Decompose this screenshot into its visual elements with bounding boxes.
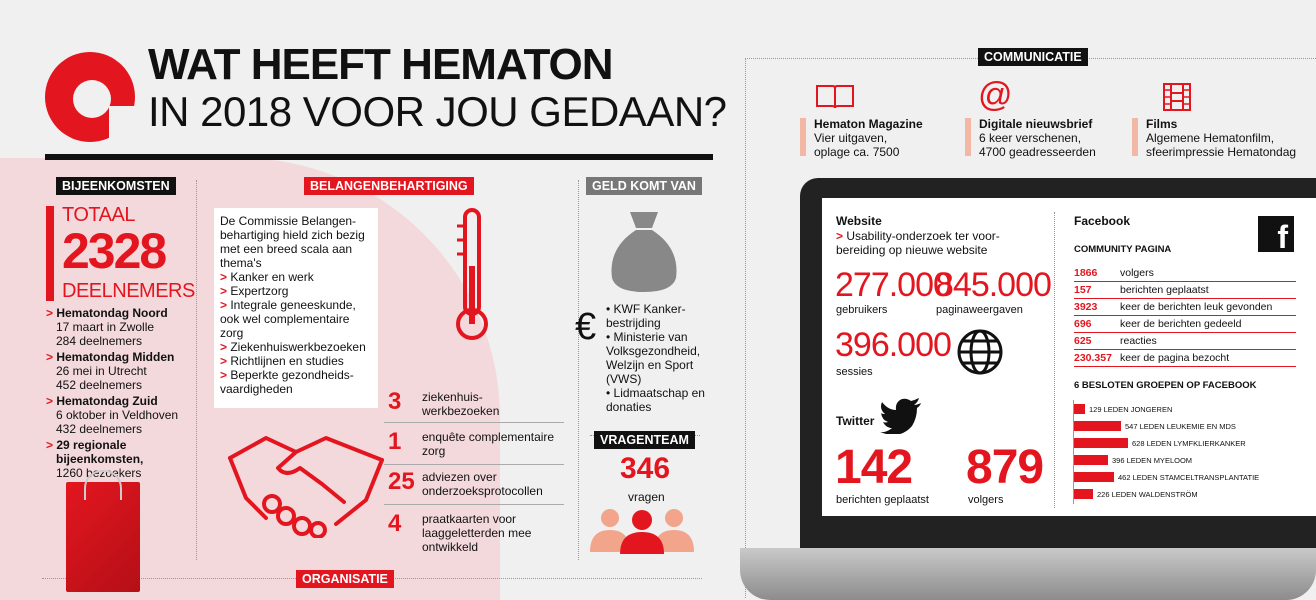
facebook-stat-value: 157	[1074, 284, 1092, 296]
facebook-group-bar	[1074, 404, 1085, 414]
stat-label: praatkaarten voor laaggeletterden mee ontwikkeld	[422, 512, 532, 554]
hematon-logo	[45, 52, 135, 142]
section-vragenteam: VRAGENTEAM	[594, 431, 695, 449]
page-title-line1: WAT HEEFT HEMATON	[148, 40, 613, 89]
magazine-icon	[815, 84, 855, 110]
belangen-item: > Integrale geneeskunde, ook wel complementaire zorg	[220, 298, 375, 340]
event-detail: bijeenkomsten,	[56, 452, 144, 466]
facebook-group-bar	[1074, 489, 1093, 499]
vragen-label: vragen	[628, 490, 665, 504]
stat-label: adviezen over onderzoeksprotocollen	[422, 470, 543, 498]
event-name: > 29 regionale	[46, 438, 196, 452]
section-organisatie: ORGANISATIE	[296, 570, 394, 588]
comm-detail: 4700 geadresseerden	[979, 145, 1096, 159]
funding-item	[606, 302, 726, 330]
twitter-berichten: 142	[835, 441, 913, 494]
funding-item	[606, 386, 726, 414]
total-accent-bar	[46, 206, 54, 301]
divider	[578, 180, 579, 560]
event-detail: 17 maart in Zwolle	[56, 320, 155, 334]
team-icon	[586, 506, 698, 556]
facebook-stat-row	[1074, 282, 1296, 299]
comm-detail: Algemene Hematonfilm,	[1146, 131, 1275, 145]
page-title-line2: IN 2018 VOOR JOU GEDAAN?	[148, 88, 727, 135]
comm-title: Hematon Magazine	[814, 117, 923, 131]
website-sessies-label: sessies	[836, 366, 873, 378]
facebook-stat-row	[1074, 316, 1296, 333]
money-bag-icon	[608, 208, 680, 294]
comm-detail: oplage ca. 7500	[814, 145, 900, 159]
twitter-volgers-label: volgers	[968, 494, 1004, 506]
event-detail: 432 deelnemers	[56, 422, 143, 436]
facebook-stat-value: 1866	[1074, 267, 1098, 279]
facebook-stat-value: 230.357	[1074, 352, 1112, 364]
facebook-stat-label: reacties	[1120, 335, 1157, 347]
bullet-dot: •	[606, 386, 614, 400]
facebook-groups-title: 6 BESLOTEN GROEPEN OP FACEBOOK	[1074, 380, 1257, 391]
facebook-stat-row	[1074, 350, 1296, 367]
film-icon	[1162, 82, 1192, 112]
website-sessies: 396.000	[835, 326, 951, 364]
belangen-item: > Richtlijnen en studies	[220, 354, 375, 368]
facebook-stat-label: volgers	[1120, 267, 1154, 279]
website-gebruikers: 277.000	[835, 266, 951, 304]
total-value: 2328	[62, 223, 166, 279]
stat-number: 1	[388, 428, 402, 455]
vragen-number: 346	[620, 452, 671, 485]
bullet-dot: •	[606, 302, 614, 316]
divider	[745, 58, 746, 598]
euro-icon: €	[575, 306, 597, 348]
comm-title: Digitale nieuwsbrief	[979, 117, 1093, 131]
section-communicatie: COMMUNICATIE	[978, 48, 1088, 66]
comm-accent-bar	[1132, 118, 1138, 156]
event-list	[46, 306, 196, 480]
event-detail: 452 deelnemers	[56, 378, 143, 392]
website-pagina: 845.000	[935, 266, 1051, 304]
facebook-group-label: 226 LEDEN WALDENSTRÖM	[1097, 490, 1198, 499]
event-name: > Hematondag Noord	[46, 306, 196, 320]
belangen-item: > Beperkte gezondheids-vaardigheden	[220, 368, 375, 396]
stat-number: 3	[388, 388, 402, 415]
website-pagina-label: paginaweergaven	[936, 304, 1023, 316]
comm-detail: sfeerimpressie Hematondag	[1146, 145, 1297, 159]
handshake-icon	[226, 428, 386, 538]
facebook-group-label: 462 LEDEN STAMCELTRANSPLANTATIE	[1118, 473, 1260, 482]
comm-accent-bar	[800, 118, 806, 156]
facebook-stat-row	[1074, 299, 1296, 316]
funding-item-label: Ministerie van Volksgezondheid, Welzijn en Sport (VWS)	[606, 330, 701, 386]
facebook-group-label: 628 LEDEN LYMFKLIERKANKER	[1132, 439, 1246, 448]
facebook-community-title: COMMUNITY PAGINA	[1074, 244, 1172, 255]
facebook-stat-row	[1074, 333, 1296, 350]
stat-number: 4	[388, 510, 402, 537]
row-divider	[384, 464, 564, 465]
row-divider	[384, 422, 564, 423]
facebook-title: Facebook	[1074, 214, 1131, 228]
total-label: TOTAAL	[62, 204, 135, 226]
website-note: > Usability-onderzoek ter voor-bereiding op nieuwe website	[836, 229, 1026, 257]
facebook-group-bar	[1074, 472, 1114, 482]
funding-item	[606, 330, 726, 386]
belangen-item: > Kanker en werk	[220, 270, 375, 284]
globe-icon	[956, 328, 1004, 376]
belangen-item: > Expertzorg	[220, 284, 375, 298]
funding-item-label: Lidmaatschap en donaties	[606, 386, 705, 414]
event-detail: 26 mei in Utrecht	[56, 364, 147, 378]
facebook-stat-value: 625	[1074, 335, 1092, 347]
facebook-group-bar	[1074, 438, 1128, 448]
stat-number: 25	[388, 468, 415, 495]
comm-item	[1146, 117, 1296, 159]
facebook-group-bar	[1074, 455, 1108, 465]
section-belangenbehartiging: BELANGENBEHARTIGING	[304, 177, 474, 195]
row-divider	[384, 504, 564, 505]
belangen-intro: De Commissie Belangen-behartiging hield zich bezig met een breed scala aan thema's	[220, 214, 365, 270]
facebook-group-label: 129 LEDEN JONGEREN	[1089, 405, 1173, 414]
facebook-group-label: 396 LEDEN MYELOOM	[1112, 456, 1193, 465]
tote-bag-handle	[84, 470, 122, 500]
event-name: > Hematondag Zuid	[46, 394, 196, 408]
event-detail: 6 oktober in Veldhoven	[56, 408, 179, 422]
facebook-stat-label: berichten geplaatst	[1120, 284, 1209, 296]
comm-title: Films	[1146, 117, 1178, 131]
website-title: Website	[836, 214, 882, 228]
twitter-title: Twitter	[836, 414, 875, 428]
comm-item	[814, 117, 923, 159]
comm-detail: Vier uitgaven,	[814, 131, 888, 145]
belangen-item: > Ziekenhuiswerkbezoeken	[220, 340, 375, 354]
twitter-bird-icon	[880, 398, 922, 434]
at-icon: @	[978, 76, 1013, 114]
twitter-volgers: 879	[966, 441, 1044, 494]
laptop-base	[740, 548, 1316, 600]
stat-label: enquête complementaire zorg	[422, 430, 555, 458]
section-bijeenkomsten: BIJEENKOMSTEN	[56, 177, 176, 195]
facebook-stat-label: keer de berichten leuk gevonden	[1120, 301, 1273, 313]
facebook-stat-label: keer de pagina bezocht	[1120, 352, 1230, 364]
website-gebruikers-label: gebruikers	[836, 304, 888, 316]
funding-item-label: KWF Kanker-bestrijding	[606, 302, 686, 330]
comm-detail: 6 keer verschenen,	[979, 131, 1082, 145]
comm-item	[979, 117, 1096, 159]
section-geld: GELD KOMT VAN	[586, 177, 702, 195]
facebook-stat-label: keer de berichten gedeeld	[1120, 318, 1242, 330]
stat-label: ziekenhuis-werkbezoeken	[422, 390, 500, 418]
facebook-logo-icon: f	[1258, 216, 1294, 252]
facebook-group-bar	[1074, 421, 1121, 431]
facebook-stat-row	[1074, 265, 1296, 282]
twitter-berichten-label: berichten geplaatst	[836, 494, 929, 506]
event-detail: 1260 bezoekers	[56, 466, 142, 480]
thermometer-icon	[452, 206, 492, 346]
facebook-stat-value: 696	[1074, 318, 1092, 330]
event-name: > Hematondag Midden	[46, 350, 196, 364]
funding-list	[606, 302, 726, 414]
comm-accent-bar	[965, 118, 971, 156]
belangen-text	[220, 214, 375, 396]
event-detail: 284 deelnemers	[56, 334, 143, 348]
facebook-group-label: 547 LEDEN LEUKEMIE EN MDS	[1125, 422, 1236, 431]
title-rule	[45, 154, 713, 160]
bullet-dot: •	[606, 330, 614, 344]
screen-divider	[1054, 212, 1055, 508]
facebook-stat-value: 3923	[1074, 301, 1098, 313]
divider	[196, 180, 197, 560]
total-unit: DEELNEMERS	[62, 280, 195, 302]
